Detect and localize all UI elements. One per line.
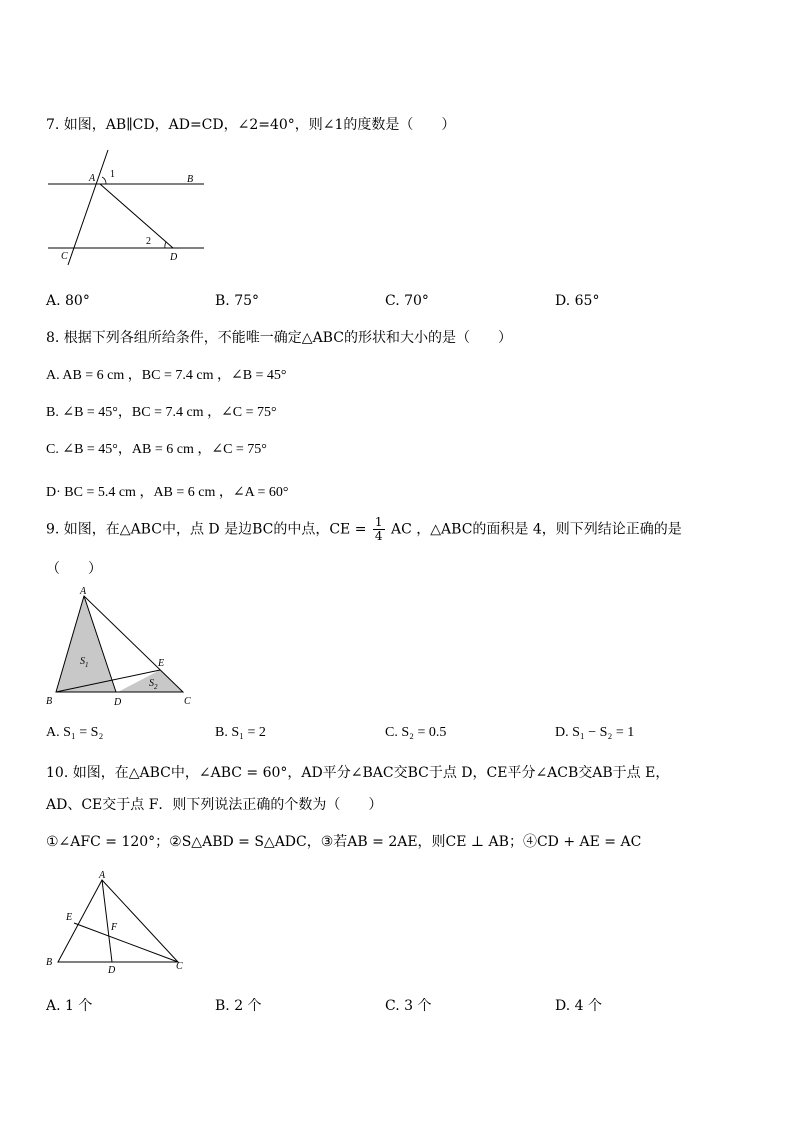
label-a: A [89, 173, 96, 184]
q10-option-b: B. 2 个 [215, 998, 262, 1014]
q7-option-a: A. 80° [46, 293, 90, 309]
label-b: B [187, 174, 194, 185]
q10-figure [44, 868, 204, 978]
label-d: D [170, 252, 178, 263]
q10-stem-line1: 10. 如图，在△ABC中，∠ABC = 60°，AD平分∠BAC交BC于点 D，CE平分∠ACB交AB于点 E， [46, 765, 670, 781]
label-2: 2 [146, 236, 151, 247]
q8-option-d: D· BC = 5.4 cm ，AB = 6 cm ，∠A = 60° [46, 485, 289, 500]
q9-frac-num: 1 [374, 515, 383, 529]
q8-stem: 8. 根据下列各组所给条件，不能唯一确定△ABC的形状和大小的是（ ） [46, 330, 512, 346]
label-b: B [46, 696, 53, 707]
label-1: 1 [110, 169, 115, 180]
label-f: F [111, 922, 118, 933]
label-e: E [66, 912, 73, 923]
q7-stem: 7. 如图，AB∥CD，AD=CD，∠2=40°，则∠1的度数是（ ） [46, 117, 456, 133]
q9-figure [44, 588, 204, 708]
q9-frac-den: 4 [374, 529, 383, 543]
q7-option-c: C. 70° [385, 293, 429, 309]
q8-option-b: B. ∠B = 45°，BC = 7.4 cm ，∠C = 75° [46, 405, 277, 420]
q8-option-a: A. AB = 6 cm ，BC = 7.4 cm ，∠B = 45° [46, 368, 287, 383]
q10-option-d: D. 4 个 [555, 998, 602, 1014]
segment-ad [100, 184, 173, 248]
label-a: A [80, 586, 87, 597]
label-a: A [99, 870, 106, 881]
q10-statements: ①∠AFC = 120°；②S△ABD = S△ADC，③若AB = 2AE，则CE ⊥ AB；④CD + AE = AC [46, 834, 642, 850]
q9-fraction [373, 516, 385, 543]
q9-option-a: A. S₁ = S₂ [46, 725, 104, 740]
q9-option-b: B. S₁ = 2 [215, 725, 266, 740]
label-e: E [158, 658, 165, 669]
q9-stem-part1: 9. 如图，在△ABC中，点 D 是边BC的中点，CE = [46, 521, 367, 538]
segment-ce [74, 923, 178, 962]
label-d: D [108, 965, 116, 976]
segment-ad [102, 880, 112, 962]
angle1-arc [102, 177, 106, 184]
label-c: C [61, 251, 68, 262]
q9-stem-part2: AC ，△ABC的面积是 4，则下列结论正确的是 [391, 521, 682, 538]
q8-option-c: C. ∠B = 45°，AB = 6 cm ，∠C = 75° [46, 442, 267, 457]
q9-option-c: C. S₂ = 0.5 [385, 725, 447, 740]
q10-option-c: C. 3 个 [385, 998, 432, 1014]
angle2-arc [165, 242, 166, 248]
triangle-abc [58, 880, 178, 962]
q9-stem [46, 516, 682, 543]
q7-figure [44, 160, 214, 270]
q9-option-d: D. S₁ − S₂ = 1 [555, 725, 635, 740]
label-b: B [46, 957, 53, 968]
q7-option-d: D. 65° [555, 293, 600, 309]
q7-option-b: B. 75° [215, 293, 260, 309]
label-d: D [114, 697, 122, 708]
label-c: C [184, 696, 191, 707]
q10-stem-line2: AD、CE交于点 F．则下列说法正确的个数为（ ） [46, 797, 383, 813]
q9-stem-paren: （ ） [46, 561, 102, 577]
q10-option-a: A. 1 个 [46, 998, 93, 1014]
label-c: C [176, 961, 183, 972]
label-s1: $S_1$ [80, 656, 89, 669]
shaded-s1 [56, 596, 116, 692]
label-s2: $S_2$ [149, 678, 158, 691]
